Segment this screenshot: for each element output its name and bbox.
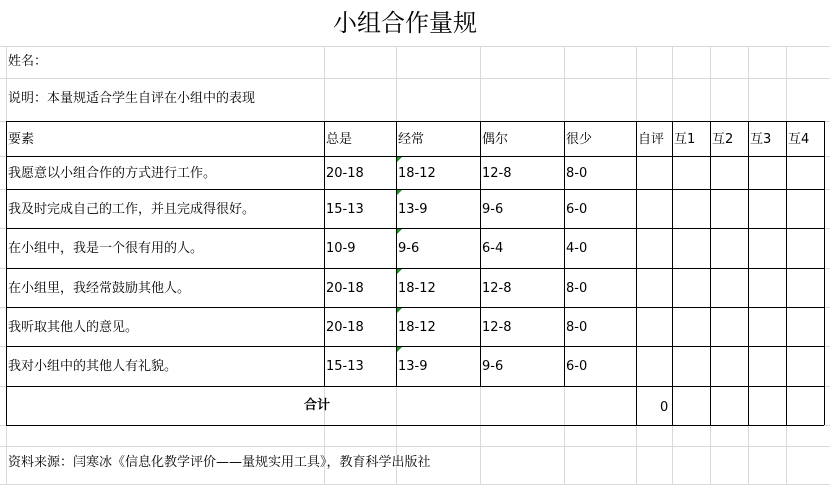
score-cell[interactable]	[711, 229, 748, 268]
header-always[interactable]: 总是	[326, 132, 353, 147]
score-cell[interactable]	[637, 308, 672, 346]
header-peer-1[interactable]: 互1	[674, 132, 696, 147]
score-cell[interactable]	[749, 229, 786, 268]
cell-indicator-icon	[397, 347, 402, 352]
score-cell[interactable]	[787, 347, 830, 386]
sometimes-cell[interactable]: 12-8	[482, 166, 512, 181]
header-self-eval[interactable]: 自评	[638, 132, 665, 147]
cell-indicator-icon	[397, 229, 402, 234]
often-cell[interactable]: 13-9	[398, 202, 428, 217]
always-cell[interactable]: 20-18	[326, 166, 364, 181]
source-note[interactable]: 资料来源：闫寒冰《信息化教学评价——量规实用工具》，教育科学出版社	[8, 455, 431, 470]
item-cell[interactable]: 我及时完成自己的工作，并且完成得很好。	[8, 202, 256, 217]
score-cell[interactable]	[673, 229, 710, 268]
name-label[interactable]: 姓名：	[8, 54, 48, 69]
score-cell[interactable]	[787, 269, 830, 307]
score-cell[interactable]	[787, 308, 830, 346]
total-value-cell[interactable]: 0	[660, 400, 669, 415]
score-cell[interactable]	[637, 269, 672, 307]
score-cell[interactable]	[711, 269, 748, 307]
sometimes-cell[interactable]: 12-8	[482, 320, 512, 335]
rarely-cell[interactable]: 6-0	[566, 202, 588, 217]
score-cell[interactable]	[787, 229, 830, 268]
rarely-cell[interactable]: 6-0	[566, 359, 588, 374]
header-sometimes[interactable]: 偶尔	[482, 132, 509, 147]
cell-indicator-icon	[397, 157, 402, 162]
score-cell[interactable]	[637, 190, 672, 228]
header-element[interactable]: 要素	[8, 132, 35, 147]
score-cell[interactable]	[673, 190, 710, 228]
score-cell[interactable]	[637, 157, 672, 189]
score-cell[interactable]	[637, 347, 672, 386]
rarely-cell[interactable]: 4-0	[566, 241, 588, 256]
always-cell[interactable]: 20-18	[326, 281, 364, 296]
score-cell[interactable]	[749, 157, 786, 189]
item-cell[interactable]: 在小组里，我经常鼓励其他人。	[8, 281, 191, 296]
score-cell[interactable]	[749, 347, 786, 386]
score-cell[interactable]	[711, 157, 748, 189]
score-cell[interactable]	[711, 308, 748, 346]
header-peer-2[interactable]: 互2	[712, 132, 734, 147]
often-cell[interactable]: 18-12	[398, 281, 436, 296]
sometimes-cell[interactable]: 9-6	[482, 202, 504, 217]
header-peer-4[interactable]: 互4	[788, 132, 810, 147]
score-cell[interactable]	[787, 157, 830, 189]
often-cell[interactable]: 13-9	[398, 359, 428, 374]
always-cell[interactable]: 20-18	[326, 320, 364, 335]
score-cell[interactable]	[711, 347, 748, 386]
total-label[interactable]: 合计	[304, 398, 331, 413]
score-cell[interactable]	[673, 308, 710, 346]
score-cell[interactable]	[673, 157, 710, 189]
header-rarely[interactable]: 很少	[566, 132, 593, 147]
sometimes-cell[interactable]: 12-8	[482, 281, 512, 296]
sheet-title[interactable]: 小组合作量规	[333, 9, 477, 37]
sometimes-cell[interactable]: 9-6	[482, 359, 504, 374]
sometimes-cell[interactable]: 6-4	[482, 241, 504, 256]
always-cell[interactable]: 15-13	[326, 202, 364, 217]
rarely-cell[interactable]: 8-0	[566, 281, 588, 296]
cell-indicator-icon	[397, 308, 402, 313]
score-cell[interactable]	[749, 190, 786, 228]
always-cell[interactable]: 10-9	[326, 241, 356, 256]
score-cell[interactable]	[673, 347, 710, 386]
score-cell[interactable]	[637, 229, 672, 268]
score-cell[interactable]	[711, 190, 748, 228]
rarely-cell[interactable]: 8-0	[566, 166, 588, 181]
often-cell[interactable]: 18-12	[398, 166, 436, 181]
header-often[interactable]: 经常	[398, 132, 425, 147]
item-cell[interactable]: 我听取其他人的意见。	[8, 320, 139, 335]
score-cell[interactable]	[749, 269, 786, 307]
item-cell[interactable]: 我对小组中的其他人有礼貌。	[8, 359, 178, 374]
cell-indicator-icon	[397, 269, 402, 274]
description[interactable]: 说明：本量规适合学生自评在小组中的表现	[8, 91, 256, 106]
item-cell[interactable]: 在小组中，我是一个很有用的人。	[8, 241, 204, 256]
often-cell[interactable]: 9-6	[398, 241, 420, 256]
always-cell[interactable]: 15-13	[326, 359, 364, 374]
score-cell[interactable]	[673, 269, 710, 307]
header-peer-3[interactable]: 互3	[750, 132, 772, 147]
item-cell[interactable]: 我愿意以小组合作的方式进行工作。	[8, 166, 217, 181]
score-cell[interactable]	[749, 308, 786, 346]
rarely-cell[interactable]: 8-0	[566, 320, 588, 335]
cell-indicator-icon	[397, 190, 402, 195]
score-cell[interactable]	[787, 190, 830, 228]
often-cell[interactable]: 18-12	[398, 320, 436, 335]
